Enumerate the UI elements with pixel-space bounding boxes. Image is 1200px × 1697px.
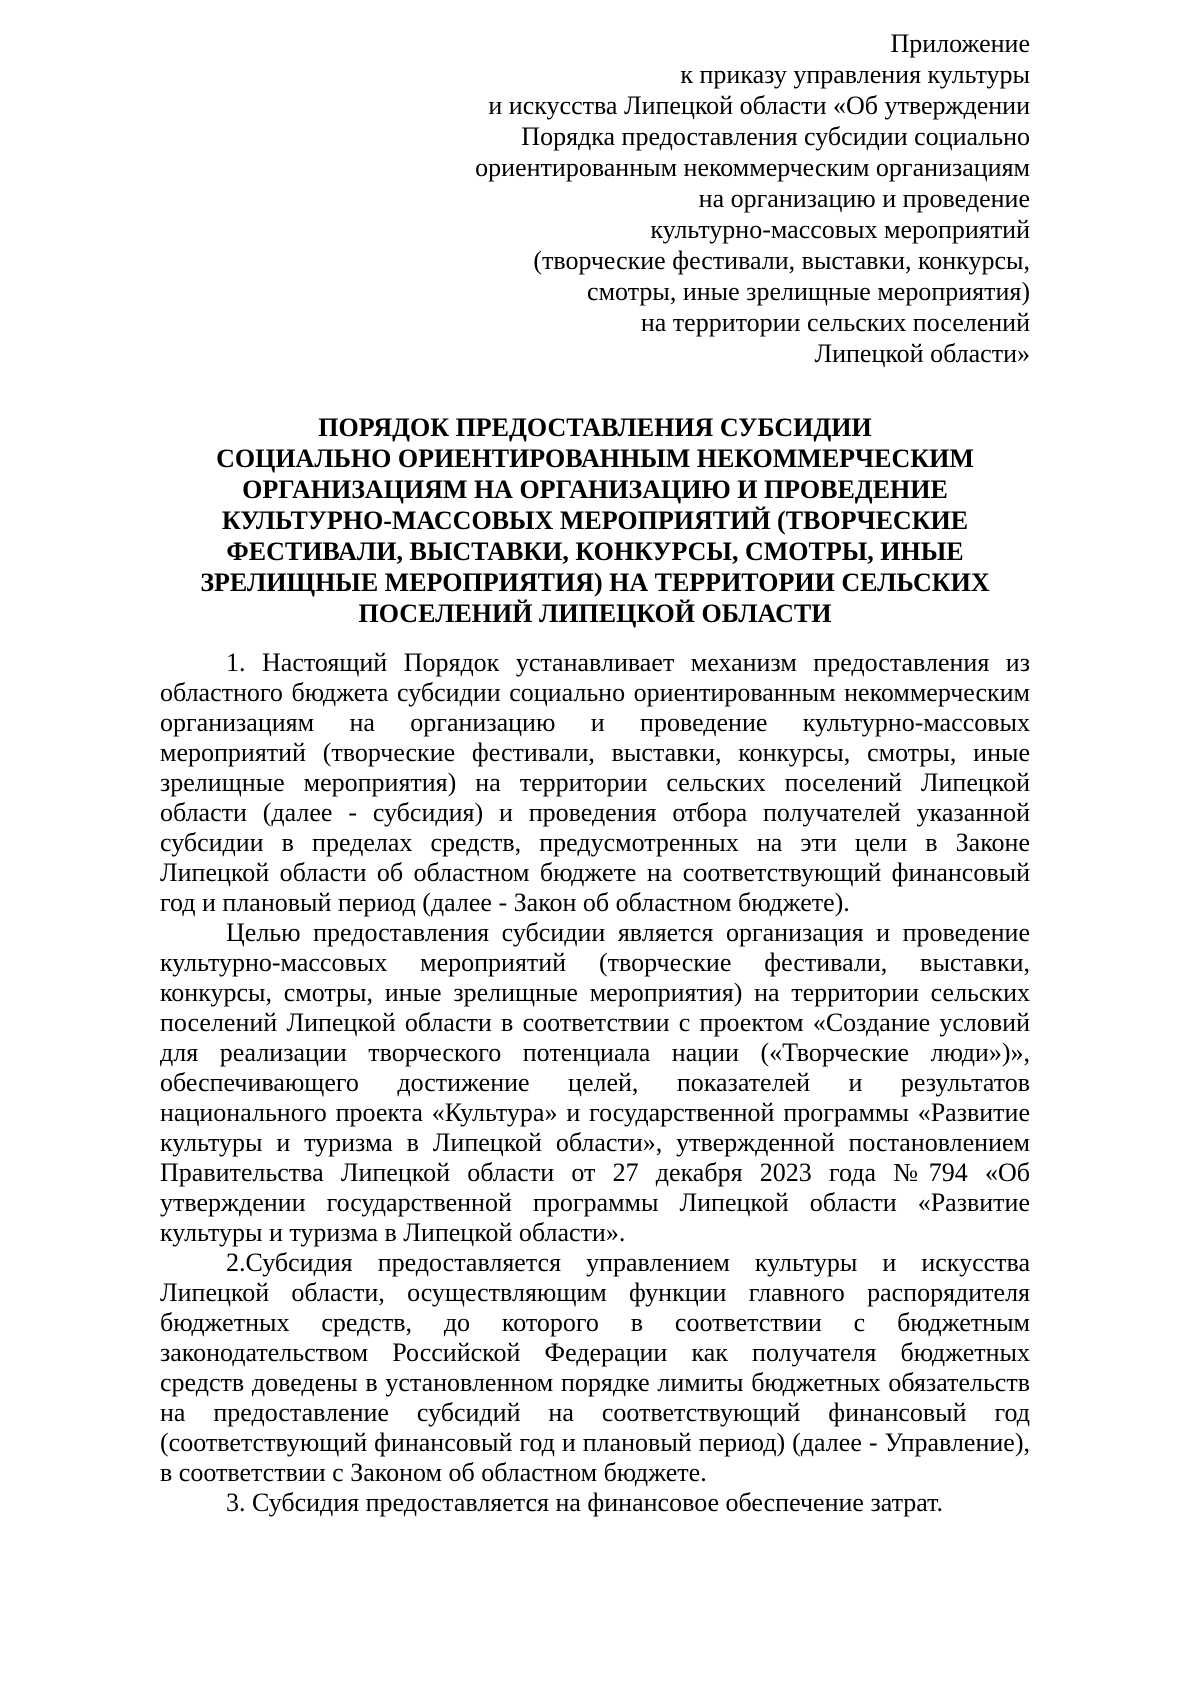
title-line: ОРГАНИЗАЦИЯМ НА ОРГАНИЗАЦИЮ И ПРОВЕДЕНИЕ [242,475,948,504]
appendix-header [390,28,1030,369]
appendix-line: культурно-массовых мероприятий [650,215,1030,244]
appendix-line: и искусства Липецкой области «Об утверждении [488,91,1030,120]
document-body [160,648,1030,1518]
title-line: ПОСЕЛЕНИЙ ЛИПЕЦКОЙ ОБЛАСТИ [358,599,832,628]
paragraph-1: 1. Настоящий Порядок устанавливает механизм предоставления из областного бюджета субсидии социально ориентированным некоммерческим организациям на организацию и проведение культурно-массовых мероприятий (творческие фестивали, выставки, конкурсы, смотры, иные зрелищные мероприятия) на территории сельских поселений Липецкой области (далее - субсидия) и проведения отбора получателей указанной субсидии в пределах средств, предусмотренных на эти цели в Законе Липецкой области об областном бюджете на соответствующий финансовый год и плановый период (далее - Закон об областном бюджете). [160,648,1030,917]
title-line: СОЦИАЛЬНО ОРИЕНТИРОВАННЫМ НЕКОММЕРЧЕСКИМ [216,444,974,473]
paragraph-2: 2.Субсидия предоставляется управлением культуры и искусства Липецкой области, осуществляющим функции главного распорядителя бюджетных средств, до которого в соответствии с бюджетным законодательством Российской Федерации как получателя бюджетных средств доведены в установленном порядке лимиты бюджетных обязательств на предоставление субсидий на соответствующий финансовый год (соответствующий финансовый год и плановый период) (далее - Управление), в соответствии с Законом об областном бюджете. [160,1248,1030,1487]
document-title [160,412,1030,629]
title-line: КУЛЬТУРНО-МАССОВЫХ МЕРОПРИЯТИЙ (ТВОРЧЕСКИЕ [221,506,969,535]
appendix-line: Липецкой области» [814,339,1030,368]
appendix-line: на организацию и проведение [698,184,1030,213]
title-line: ФЕСТИВАЛИ, ВЫСТАВКИ, КОНКУРСЫ, СМОТРЫ, ИНЫЕ [226,537,964,566]
appendix-line: Порядка предоставления субсидии социально [521,122,1030,151]
paragraph-purpose: Целью предоставления субсидии является организация и проведение культурно-массовых мероприятий (творческие фестивали, выставки, конкурсы, смотры, иные зрелищные мероприятия) на территории сельских поселений Липецкой области в соответствии с проектом «Создание условий для реализации творческого потенциала нации («Творческие люди»)», обеспечивающего достижение целей, показателей и результатов национального проекта «Культура» и государственной программы «Развитие культуры и туризма в Липецкой области», утвержденной постановлением Правительства Липецкой области от 27 декабря 2023 года №794 «Об утверждении государственной программы Липецкой области «Развитие культуры и туризма в Липецкой области». [160,918,1030,1247]
appendix-line: на территории сельских поселений [640,308,1030,337]
title-line: ЗРЕЛИЩНЫЕ МЕРОПРИЯТИЯ) НА ТЕРРИТОРИИ СЕЛЬСКИХ [200,568,990,597]
paragraph-3: 3. Субсидия предоставляется на финансовое обеспечение затрат. [226,1488,944,1517]
appendix-line: ориентированным некоммерческим организациям [475,153,1030,182]
appendix-line: смотры, иные зрелищные мероприятия) [587,277,1030,306]
title-line: ПОРЯДОК ПРЕДОСТАВЛЕНИЯ СУБСИДИИ [318,413,872,442]
appendix-line: (творческие фестивали, выставки, конкурсы, [533,246,1030,275]
appendix-line: к приказу управления культуры [680,60,1030,89]
appendix-line: Приложение [890,29,1030,58]
